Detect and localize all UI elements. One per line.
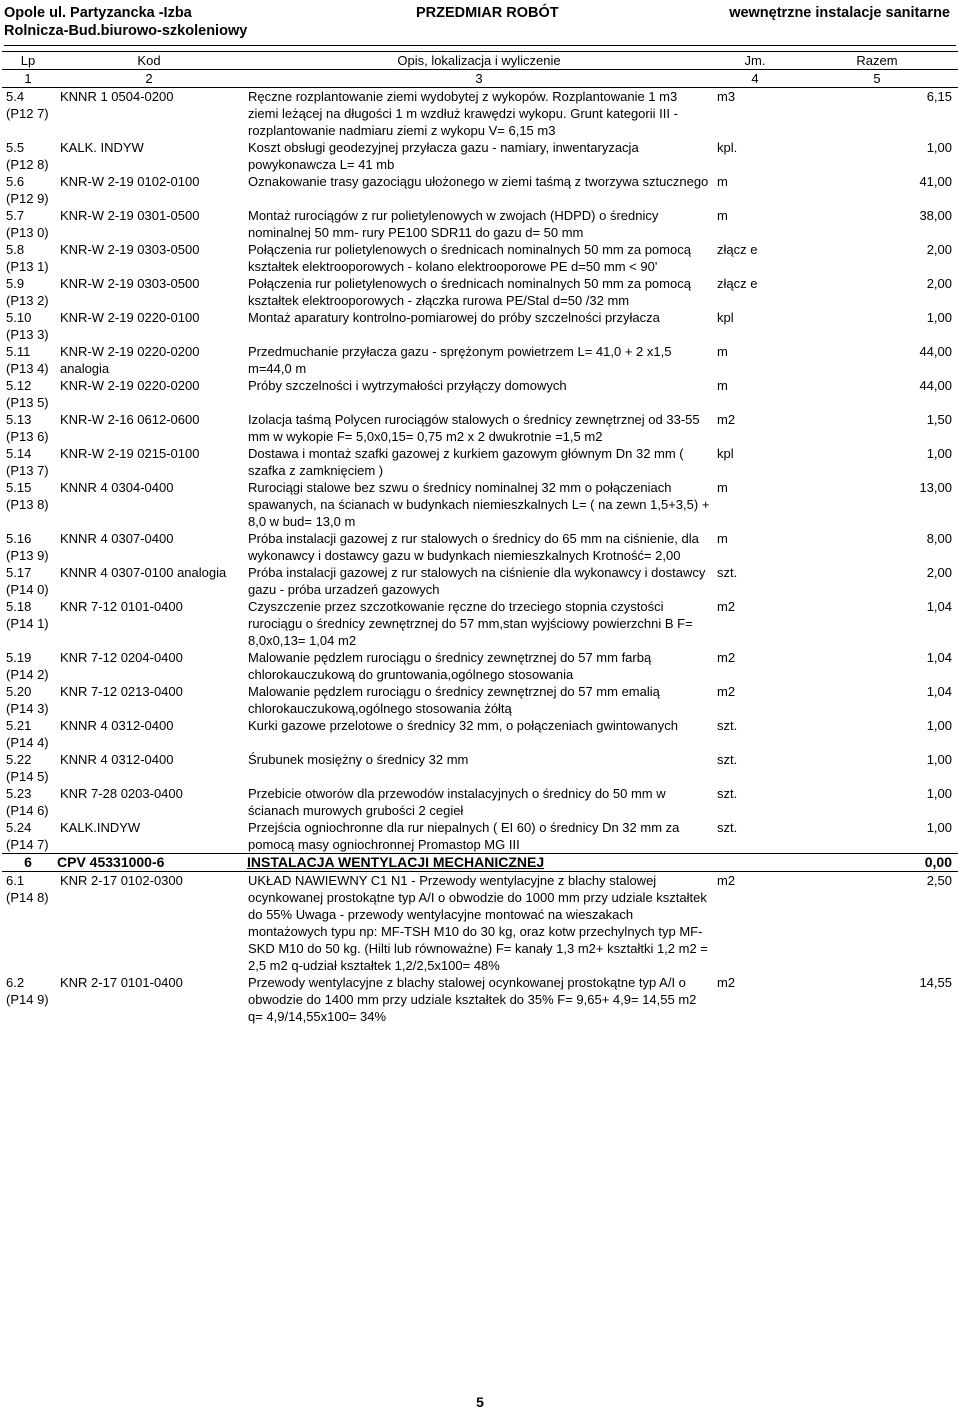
cell-jm: m2 (717, 975, 736, 990)
position-row (2, 275, 958, 309)
cell-lp: 5.12 (P13 5) (6, 378, 49, 410)
cell-opis: UKŁAD NAWIEWNY C1 N1 - Przewody wentylacyjne z blachy stalowej ocynkowanej prostokątne typ A/I o obwodzie do 1000 mm przy udziale kształtek do 55% Uwaga - przewody wentylacyjne montować na wieszakach montażowych typu np: MF-TSH M10 do 30 kg, oraz kotw przechylnych typ MF-SKD M10 do 50 kg. (Hilti lub równoważne) F= kanały 1,3 m2+ kształtki 1,2 m2 = 2,5 m2 q-udział kształtek 1,2/2,5x100= 48% (248, 873, 708, 973)
position-row (2, 377, 958, 411)
cell-ilosc: 1,00 (926, 752, 952, 767)
page-number: 5 (476, 1394, 484, 1410)
col-kod: Kod (54, 52, 244, 70)
cell-lp: 5.8 (P13 1) (6, 242, 49, 274)
cell-kod: KALK.INDYW (60, 820, 141, 835)
cell-lp: 5.6 (P12 9) (6, 174, 49, 206)
cell-ilosc: 8,00 (926, 531, 952, 546)
cell-kod: KNNR 4 0307-0100 analogia (60, 565, 227, 580)
cell-lp: 5.13 (P13 6) (6, 412, 49, 444)
cell-kod: KNR-W 2-19 0102-0100 (60, 174, 200, 189)
col-lp: Lp (2, 52, 54, 70)
cell-opis: Kurki gazowe przelotowe o średnicy 32 mm, o połączeniach gwintowanych (248, 718, 678, 733)
cell-opis: Przewody wentylacyjne z blachy stalowej ocynkowanej prostokątne typ A/I o obwodzie do 1400 mm przy udziale kształtek do 35% F= 9,65+ 4,9= 14,55 m2 q= 4,9/14,55x100= 34% (248, 975, 697, 1024)
position-row (2, 343, 958, 377)
cell-opis: Połączenia rur polietylenowych o średnicach nominalnych 50 mm za pomocą kształtek elektrooporowych - kolano elektrooporowe PE d=50 mm < 90' (248, 242, 691, 274)
position-row (2, 309, 958, 343)
cell-kod: KNR 2-17 0101-0400 (60, 975, 183, 990)
cell-opis: Montaż aparatury kontrolno-pomiarowej do próby szczelności przyłacza (248, 310, 660, 325)
position-row (2, 872, 958, 975)
cell-opis: Malowanie pędzlem rurociągu o średnicy zewnętrznej do 57 mm emalią chlorokauczukową,ogólnego stosowania żółtą (248, 684, 660, 716)
cell-lp: 5.10 (P13 3) (6, 310, 49, 342)
cell-ilosc: 38,00 (919, 208, 952, 223)
cell-opis: Rurociągi stalowe bez szwu o średnicy nominalnej 32 mm o połączeniach spawanych, na ścianach w budynkach niemieszkalnych L= ( na zewn 1,5+3,5) + 8,0 w bud= 13,0 m (248, 480, 710, 529)
cell-opis: Czyszczenie przez szczotkowanie ręczne do trzeciego stopnia czystości rurociągu o średnicy zewnętrznej do 57 mm,stan wyjściowy powierzchni B F= 8,0x0,13= 1,04 m2 (248, 599, 693, 648)
cell-jm: szt. (717, 820, 738, 835)
cell-jm: m2 (717, 412, 736, 427)
cell-jm: złącz e (717, 242, 758, 257)
cell-ilosc: 1,04 (926, 599, 952, 614)
cell-jm: m (717, 208, 728, 223)
cell-lp: 6.1 (P14 8) (6, 873, 49, 905)
cell-jm: kpl (717, 310, 734, 325)
cell-opis: Połączenia rur polietylenowych o średnicach nominalnych 50 mm za pomocą kształtek elektrooporowych - złączka rurowa PE/Stal d=50 /32 mm (248, 276, 691, 308)
cell-ilosc: 13,00 (919, 480, 952, 495)
position-row (2, 751, 958, 785)
cell-kod: KNR-W 2-16 0612-0600 (60, 412, 200, 427)
cell-ilosc: 1,00 (926, 786, 952, 801)
cell-lp: 5.11 (P13 4) (6, 344, 49, 376)
position-row (2, 785, 958, 819)
position-row (2, 241, 958, 275)
cell-ilosc: 0,00 (796, 854, 958, 872)
cell-ilosc: 2,50 (926, 873, 952, 888)
cell-ilosc: 1,00 (926, 446, 952, 461)
cell-kod: KNR-W 2-19 0301-0500 (60, 208, 200, 223)
col-number-3: 3 (244, 70, 714, 88)
cell-ilosc: 44,00 (919, 344, 952, 359)
cell-kod: KNR 7-12 0213-0400 (60, 684, 183, 699)
cell-lp: 5.14 (P13 7) (6, 446, 49, 478)
cell-lp: 5.17 (P14 0) (6, 565, 49, 597)
cell-kod: KNNR 4 0304-0400 (60, 480, 174, 495)
col-number-1: 1 (2, 70, 54, 88)
cell-kod: KNNR 4 0312-0400 (60, 718, 174, 733)
cell-jm (714, 854, 796, 872)
col-number-5: 5 (796, 70, 958, 88)
cell-kod: KNNR 4 0307-0400 (60, 531, 174, 546)
col-opis: Opis, lokalizacja i wyliczenie (244, 52, 714, 70)
cell-lp: 5.18 (P14 1) (6, 599, 49, 631)
cell-lp: 5.21 (P14 4) (6, 718, 49, 750)
cell-ilosc: 1,50 (926, 412, 952, 427)
cell-ilosc: 1,04 (926, 684, 952, 699)
cell-ilosc: 14,55 (919, 975, 952, 990)
cell-jm: szt. (717, 752, 738, 767)
cell-ilosc: 2,00 (926, 276, 952, 291)
col-number-4: 4 (714, 70, 796, 88)
cell-kod: KNR 7-12 0204-0400 (60, 650, 183, 665)
cell-kod: KNR 2-17 0102-0300 (60, 873, 183, 888)
cell-jm: kpl. (717, 140, 738, 155)
position-row (2, 649, 958, 683)
col-number-2: 2 (54, 70, 244, 88)
cell-kod: KNNR 1 0504-0200 (60, 89, 174, 104)
cell-lp: 5.24 (P14 7) (6, 820, 49, 852)
cell-jm: m (717, 174, 728, 189)
cell-opis: Koszt obsługi geodezyjnej przyłacza gazu - namiary, inwentaryzacja powykonawcza L= 41 mb (248, 140, 639, 172)
cell-opis: Ręczne rozplantowanie ziemi wydobytej z wykopów. Rozplantowanie 1 m3 ziemi leżącej na długości 1 m wzdłuż krawędzi wykopu. Grunt kategorii III - rozplantowanie nadmiaru ziemi z wykopu V= 6,15 m3 (248, 89, 678, 138)
cell-jm: m3 (717, 89, 736, 104)
cell-lp: 5.20 (P14 3) (6, 684, 49, 716)
cell-opis: Dostawa i montaż szafki gazowej z kurkiem gazowym głównym Dn 32 mm ( szafka z zamknięciem ) (248, 446, 684, 478)
cell-kod: KNR-W 2-19 0303-0500 (60, 276, 200, 291)
position-row (2, 88, 958, 140)
cell-ilosc: 1,00 (926, 820, 952, 835)
cell-jm: m (717, 480, 728, 495)
cell-lp: 5.5 (P12 8) (6, 140, 49, 172)
cell-ilosc: 1,00 (926, 140, 952, 155)
cell-ilosc: 6,15 (926, 89, 952, 104)
position-row (2, 974, 958, 1025)
position-row (2, 717, 958, 751)
cell-jm: m2 (717, 650, 736, 665)
cell-kod: KNNR 4 0312-0400 (60, 752, 174, 767)
cell-opis: Próby szczelności i wytrzymałości przyłączy domowych (248, 378, 567, 393)
position-row (2, 139, 958, 173)
cell-ilosc: 2,00 (926, 242, 952, 257)
col-razem: Razem (796, 52, 958, 70)
position-row (2, 411, 958, 445)
section-row (2, 854, 958, 872)
cell-lp: 6 (2, 854, 54, 872)
cell-jm: kpl (717, 446, 734, 461)
cell-ilosc: 1,00 (926, 310, 952, 325)
cell-kod: KNR-W 2-19 0220-0100 (60, 310, 200, 325)
cell-kod: KNR-W 2-19 0220-0200 (60, 378, 200, 393)
position-row (2, 683, 958, 717)
cell-opis: Próba instalacji gazowej z rur stalowych na ciśnienie dla wykonawcy i dostawcy gazu - próba urzadzeń gazowych (248, 565, 706, 597)
position-row (2, 173, 958, 207)
cell-jm: m (717, 344, 728, 359)
position-row (2, 564, 958, 598)
cell-jm: m (717, 531, 728, 546)
position-row (2, 819, 958, 854)
cell-kod: KNR 7-12 0101-0400 (60, 599, 183, 614)
cell-kod: KNR-W 2-19 0215-0100 (60, 446, 200, 461)
document-title: PRZEDMIAR ROBÓT (416, 5, 559, 21)
document-scope: wewnętrzne instalacje sanitarne (729, 5, 950, 21)
cell-jm: szt. (717, 786, 738, 801)
position-row (2, 207, 958, 241)
cell-ilosc: 44,00 (919, 378, 952, 393)
cell-opis: Oznakowanie trasy gazociągu ułożonego w ziemi taśmą z tworzywa sztucznego (248, 174, 709, 189)
cell-lp: 5.9 (P13 2) (6, 276, 49, 308)
cell-opis: INSTALACJA WENTYLACJI MECHANICZNEJ (244, 854, 714, 872)
cell-kod: KNR-W 2-19 0303-0500 (60, 242, 200, 257)
cell-ilosc: 1,04 (926, 650, 952, 665)
project-name-line2: Rolnicza-Bud.biurowo-szkoleniowy (4, 23, 248, 39)
cell-jm: m2 (717, 599, 736, 614)
cell-opis: Przebicie otworów dla przewodów instalacyjnych o średnicy do 50 mm w ścianach murowych grubości 2 cegieł (248, 786, 666, 818)
cell-kod: KNR-W 2-19 0220-0200 analogia (60, 344, 200, 376)
cell-opis: Śrubunek mosiężny o średnicy 32 mm (248, 752, 469, 767)
header-left (4, 4, 247, 40)
cell-opis: Malowanie pędzlem rurociągu o średnicy zewnętrznej do 57 mm farbą chlorokauczukową do gruntowania,ogólnego stosowania (248, 650, 652, 682)
cell-lp: 5.4 (P12 7) (6, 89, 49, 121)
col-jm: Jm. (714, 52, 796, 70)
cell-jm: szt. (717, 718, 738, 733)
cell-jm: szt. (717, 565, 738, 580)
cell-lp: 5.7 (P13 0) (6, 208, 49, 240)
table-body (2, 52, 958, 1026)
cell-ilosc: 2,00 (926, 565, 952, 580)
cell-lp: 5.19 (P14 2) (6, 650, 49, 682)
header-rule (4, 45, 956, 46)
cell-jm: złącz e (717, 276, 758, 291)
cell-kod: CPV 45331000-6 (54, 854, 244, 872)
cell-kod: KALK. INDYW (60, 140, 144, 155)
cell-kod: KNR 7-28 0203-0400 (60, 786, 183, 801)
column-number-row (2, 70, 958, 88)
cell-jm: m2 (717, 684, 736, 699)
cell-lp: 5.16 (P13 9) (6, 531, 49, 563)
page-header (4, 4, 956, 44)
cell-lp: 5.23 (P14 6) (6, 786, 49, 818)
position-row (2, 479, 958, 530)
cell-opis: Przejścia ogniochronne dla rur niepalnych ( EI 60) o średnicy Dn 32 mm za pomocą masy ogniochronnej Promastop MG III (248, 820, 680, 852)
cell-opis: Przedmuchanie przyłacza gazu - sprężonym powietrzem L= 41,0 + 2 x1,5 m=44,0 m (248, 344, 672, 376)
position-row (2, 530, 958, 564)
cell-jm: m2 (717, 873, 736, 888)
cell-ilosc: 1,00 (926, 718, 952, 733)
position-row (2, 445, 958, 479)
project-name-line1: Opole ul. Partyzancka -Izba (4, 5, 192, 21)
cell-ilosc: 41,00 (919, 174, 952, 189)
cell-opis: Montaż rurociągów z rur polietylenowych w zwojach (HDPD) o średnicy nominalnej 50 mm- rury PE100 SDR11 do gazu d= 50 mm (248, 208, 659, 240)
cell-opis: Izolacja taśmą Polycen rurociągów stalowych o średnicy zewnętrznej od 33-55 mm w wykopie F= 5,0x0,15= 0,75 m2 x 2 dwukrotnie =1,5 m2 (248, 412, 700, 444)
cell-lp: 5.22 (P14 5) (6, 752, 49, 784)
cell-opis: Próba instalacji gazowej z rur stalowych o średnicy do 65 mm na ciśnienie, dla wykonawcy i dostawcy gazu w budynkach niemieszkalnych Krotność= 2,00 (248, 531, 699, 563)
cell-lp: 5.15 (P13 8) (6, 480, 49, 512)
cell-lp: 6.2 (P14 9) (6, 975, 49, 1007)
bill-of-quantities-table (2, 51, 958, 1025)
column-header-row (2, 52, 958, 70)
cell-jm: m (717, 378, 728, 393)
position-row (2, 598, 958, 649)
